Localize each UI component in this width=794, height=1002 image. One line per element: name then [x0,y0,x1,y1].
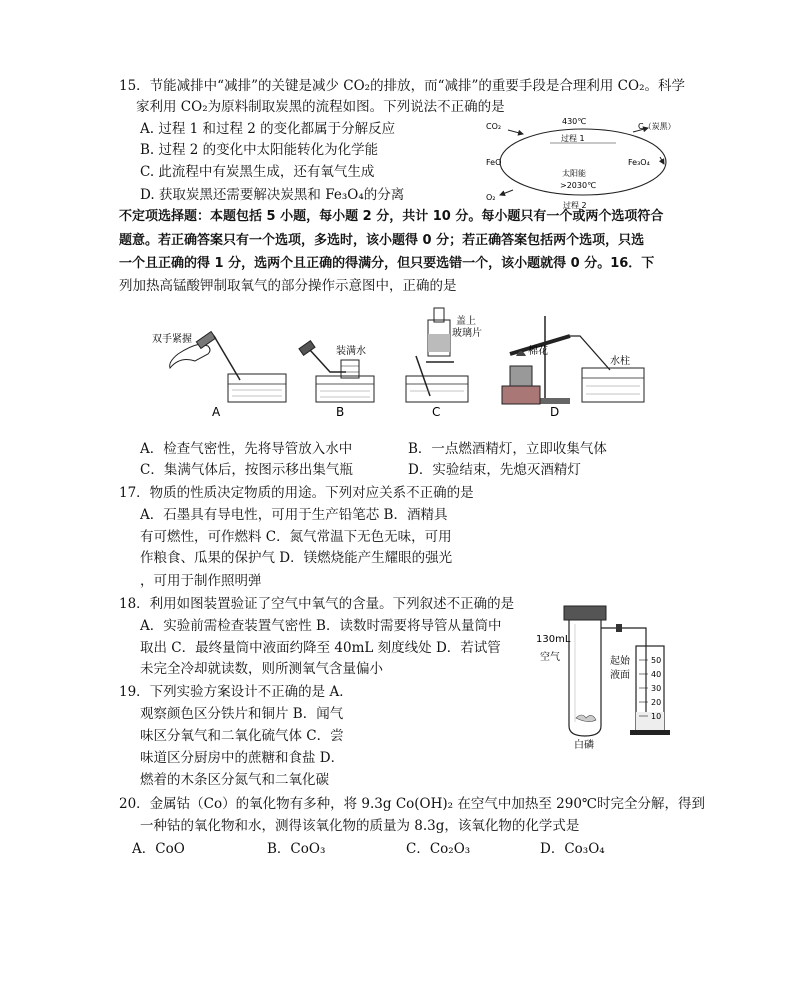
section-instructions-line2: 题意。若正确答案只有一个选项，多选时，该小题得 0 分；若正确答案包括两个选项，只选 [119,233,645,248]
label-b: B [336,405,345,419]
figure-a-airtightness-check [152,332,286,419]
diagram-solar-label: 太阳能 [562,169,586,178]
diagram-feo-label: FeO [486,158,502,167]
q17-line2: 有可燃性，可作燃料 C．氮气常温下无色无味，可用 [140,529,452,545]
figure-d-heating-setup [502,316,644,419]
q20-option-a: A．CoO [132,841,185,857]
label-d: D [550,405,560,419]
q20-stem-line1: 20．金属钴（Co）的氧化物有多种，将 9.3g Co(OH)₂ 在空气中加热至 290℃时完全分解，得到 [119,796,706,812]
diagram-temp1-label: 430℃ [562,117,587,126]
q20-stem-line2: 一种钴的氧化物和水，测得该氧化物的质量为 8.3g，该氧化物的化学式是 [140,818,580,834]
q16-apparatus-figure [150,306,650,426]
q19-line4: 燃着的木条区分氮气和二氧化碳 [140,772,329,788]
q18-stem: 18．利用如图装置验证了空气中氧气的含量。下列叙述不正确的是 [119,596,515,612]
label-shuangshou: 双手紧握 [152,334,192,345]
label-130ml: 130mL [536,634,571,645]
q15-flow-diagram [478,112,688,210]
q19-line1: 观察颜色区分铁片和铜片 B．闻气 [140,706,344,722]
q16-option-b: B．一点燃酒精灯，立即收集气体 [408,441,607,457]
label-shuizhu: 水柱 [610,356,630,367]
scale-40: 40 [651,670,662,679]
label-a: A [212,405,221,419]
label-gaishang: 盖上 [456,316,476,327]
q19-line3: 味道区分厨房中的蔗糖和食盐 D． [140,750,345,766]
q16-stem: 列加热高锰酸钾制取氧气的部分操作示意图中，正确的是 [119,278,457,294]
q18-line2: 取出 C．最终量筒中液面约降至 40mL 刻度线处 D．若试管 [140,640,501,656]
diagram-carbon-label: C（炭黑） [638,122,676,131]
q18-apparatus-figure [536,602,676,750]
q20-option-d: D．Co₃O₄ [540,841,605,857]
scale-50: 50 [651,656,662,665]
q20-option-b: B．CoO₃ [267,841,326,857]
label-air: 空气 [540,652,560,663]
scale-10: 10 [651,712,662,721]
q16-option-a: A．检查气密性，先将导管放入水中 [140,441,353,457]
diagram-o2-label: O₂ [486,193,496,202]
q17-stem: 17．物质的性质决定物质的用途。下列对应关系不正确的是 [119,485,474,501]
label-qishi: 起始 [610,656,630,667]
diagram-co2-label: CO₂ [486,122,502,131]
label-c: C [432,405,441,419]
diagram-fe3o4-label: Fe₃O₄ [628,158,650,167]
q20-option-c: C．Co₂O₃ [406,841,471,857]
q15-stem-line2: 家利用 CO₂为原料制取炭黑的流程如图。下列说法不正确的是 [136,99,505,115]
q15-option-a: A. 过程 1 和过程 2 的变化都属于分解反应 [140,121,396,137]
q17-line4: ，可用于制作照明弹 [140,573,262,589]
scale-20: 20 [651,698,662,707]
diagram-temp2-label: >2030℃ [560,181,597,190]
q19-stem: 19．下列实验方案设计不正确的是 A． [119,684,353,700]
diagram-process1-label: 过程 1 [561,134,585,143]
figure-b-collect-gas [299,341,374,419]
section-instructions-line3: 一个且正确的得 1 分，选两个且正确的得满分，但只要选错一个，该小题就得 0 分。16．下 [119,256,655,271]
q18-line3: 未完全冷却就读数，则所测氧气含量偏小 [140,661,383,677]
section-instructions-line1: 不定项选择题：本题包括 5 小题，每小题 2 分，共计 10 分。每小题只有一个或两个选项符合 [119,209,664,224]
q17-line1: A．石墨具有导电性，可用于生产铅笔芯 B．酒精具 [140,507,448,523]
q15-option-d: D. 获取炭黑还需要解决炭黑和 Fe₃O₄的分离 [140,187,405,203]
scale-30: 30 [651,684,662,693]
q18-line1: A．实验前需检查装置气密性 B．读数时需要将导管从量筒中 [140,618,502,634]
diagram-process2-label: 过程 2 [563,201,587,210]
q15-option-b: B. 过程 2 的变化中太阳能转化为化学能 [140,142,379,158]
figure-c-remove-bottle [406,308,482,419]
label-bolipian: 玻璃片 [452,328,482,339]
q15-stem-line1: 15．节能减排中“减排”的关键是减少 CO₂的排放，而“减排”的重要手段是合理利用 CO₂。科学 [119,78,685,94]
label-mianhua: 棉花 [528,346,548,357]
q17-line3: 作粮食、瓜果的保护气 D．镁燃烧能产生耀眼的强光 [140,550,453,566]
label-yemian: 液面 [610,670,630,681]
q16-option-c: C．集满气体后，按图示移出集气瓶 [140,462,353,478]
q19-line2: 味区分氧气和二氧化硫气体 C．尝 [140,728,344,744]
label-white-phosphorus: 白磷 [574,740,594,750]
label-manshui: 装满水 [336,346,366,357]
q16-option-d: D．实验结束，先熄灭酒精灯 [408,462,581,478]
q15-option-c: C. 此流程中有炭黑生成，还有氧气生成 [140,164,375,180]
